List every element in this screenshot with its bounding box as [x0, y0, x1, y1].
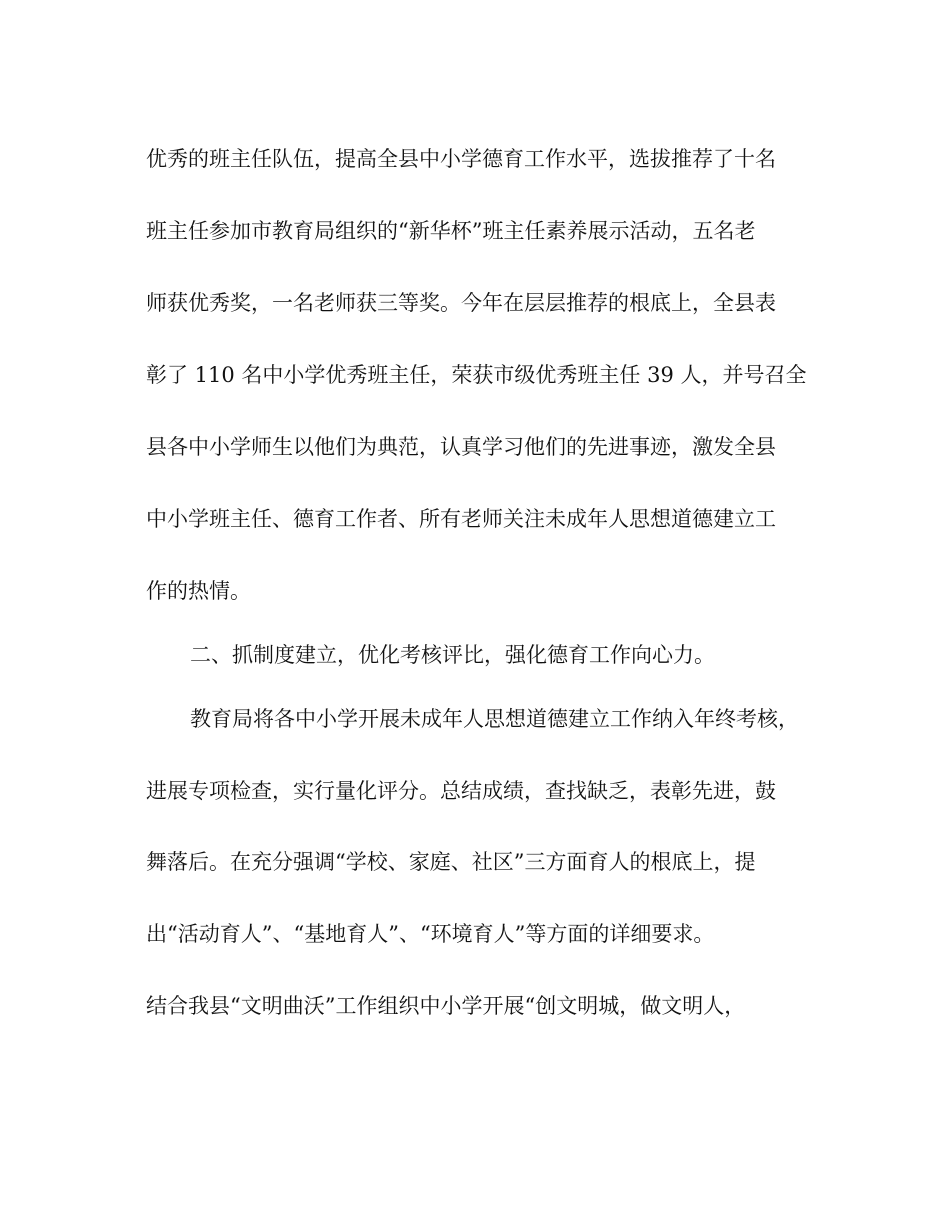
body-text-line: 班主任参加市教育局组织的“新华杯”班主任素养展示活动，五名老	[146, 219, 756, 243]
paragraph-first-line: 教育局将各中小学开展未成年人思想道德建立工作纳入年终考核，	[190, 707, 799, 731]
body-text-line: 结合我县“文明曲沃”工作组织中小学开展“创文明城，做文明人，	[146, 994, 746, 1018]
body-text-line: 师获优秀奖，一名老师获三等奖。今年在层层推荐的根底上，全县表	[146, 291, 776, 315]
body-text-line: 作的热情。	[146, 579, 251, 603]
body-text-line: 优秀的班主任队伍，提高全县中小学德育工作水平，选拔推荐了十名	[146, 147, 776, 171]
body-text-line: 舞落后。在充分强调“学校、家庭、社区”三方面育人的根底上，提	[146, 850, 756, 874]
body-text-line: 进展专项检查，实行量化评分。总结成绩，查找缺乏，表彰先进，鼓	[146, 779, 776, 803]
body-text-line: 彰了 110 名中小学优秀班主任，荣获市级优秀班主任 39 人，并号召全	[146, 363, 807, 387]
body-text-line: 中小学班主任、德育工作者、所有老师关注未成年人思想道德建立工	[146, 507, 776, 531]
body-text-line: 出“活动育人”、“基地育人”、“环境育人”等方面的详细要求。	[146, 922, 715, 946]
section-heading: 二、抓制度建立，优化考核评比，强化德育工作向心力。	[190, 643, 715, 667]
body-text-line: 县各中小学师生以他们为典范，认真学习他们的先进事迹，激发全县	[146, 435, 776, 459]
